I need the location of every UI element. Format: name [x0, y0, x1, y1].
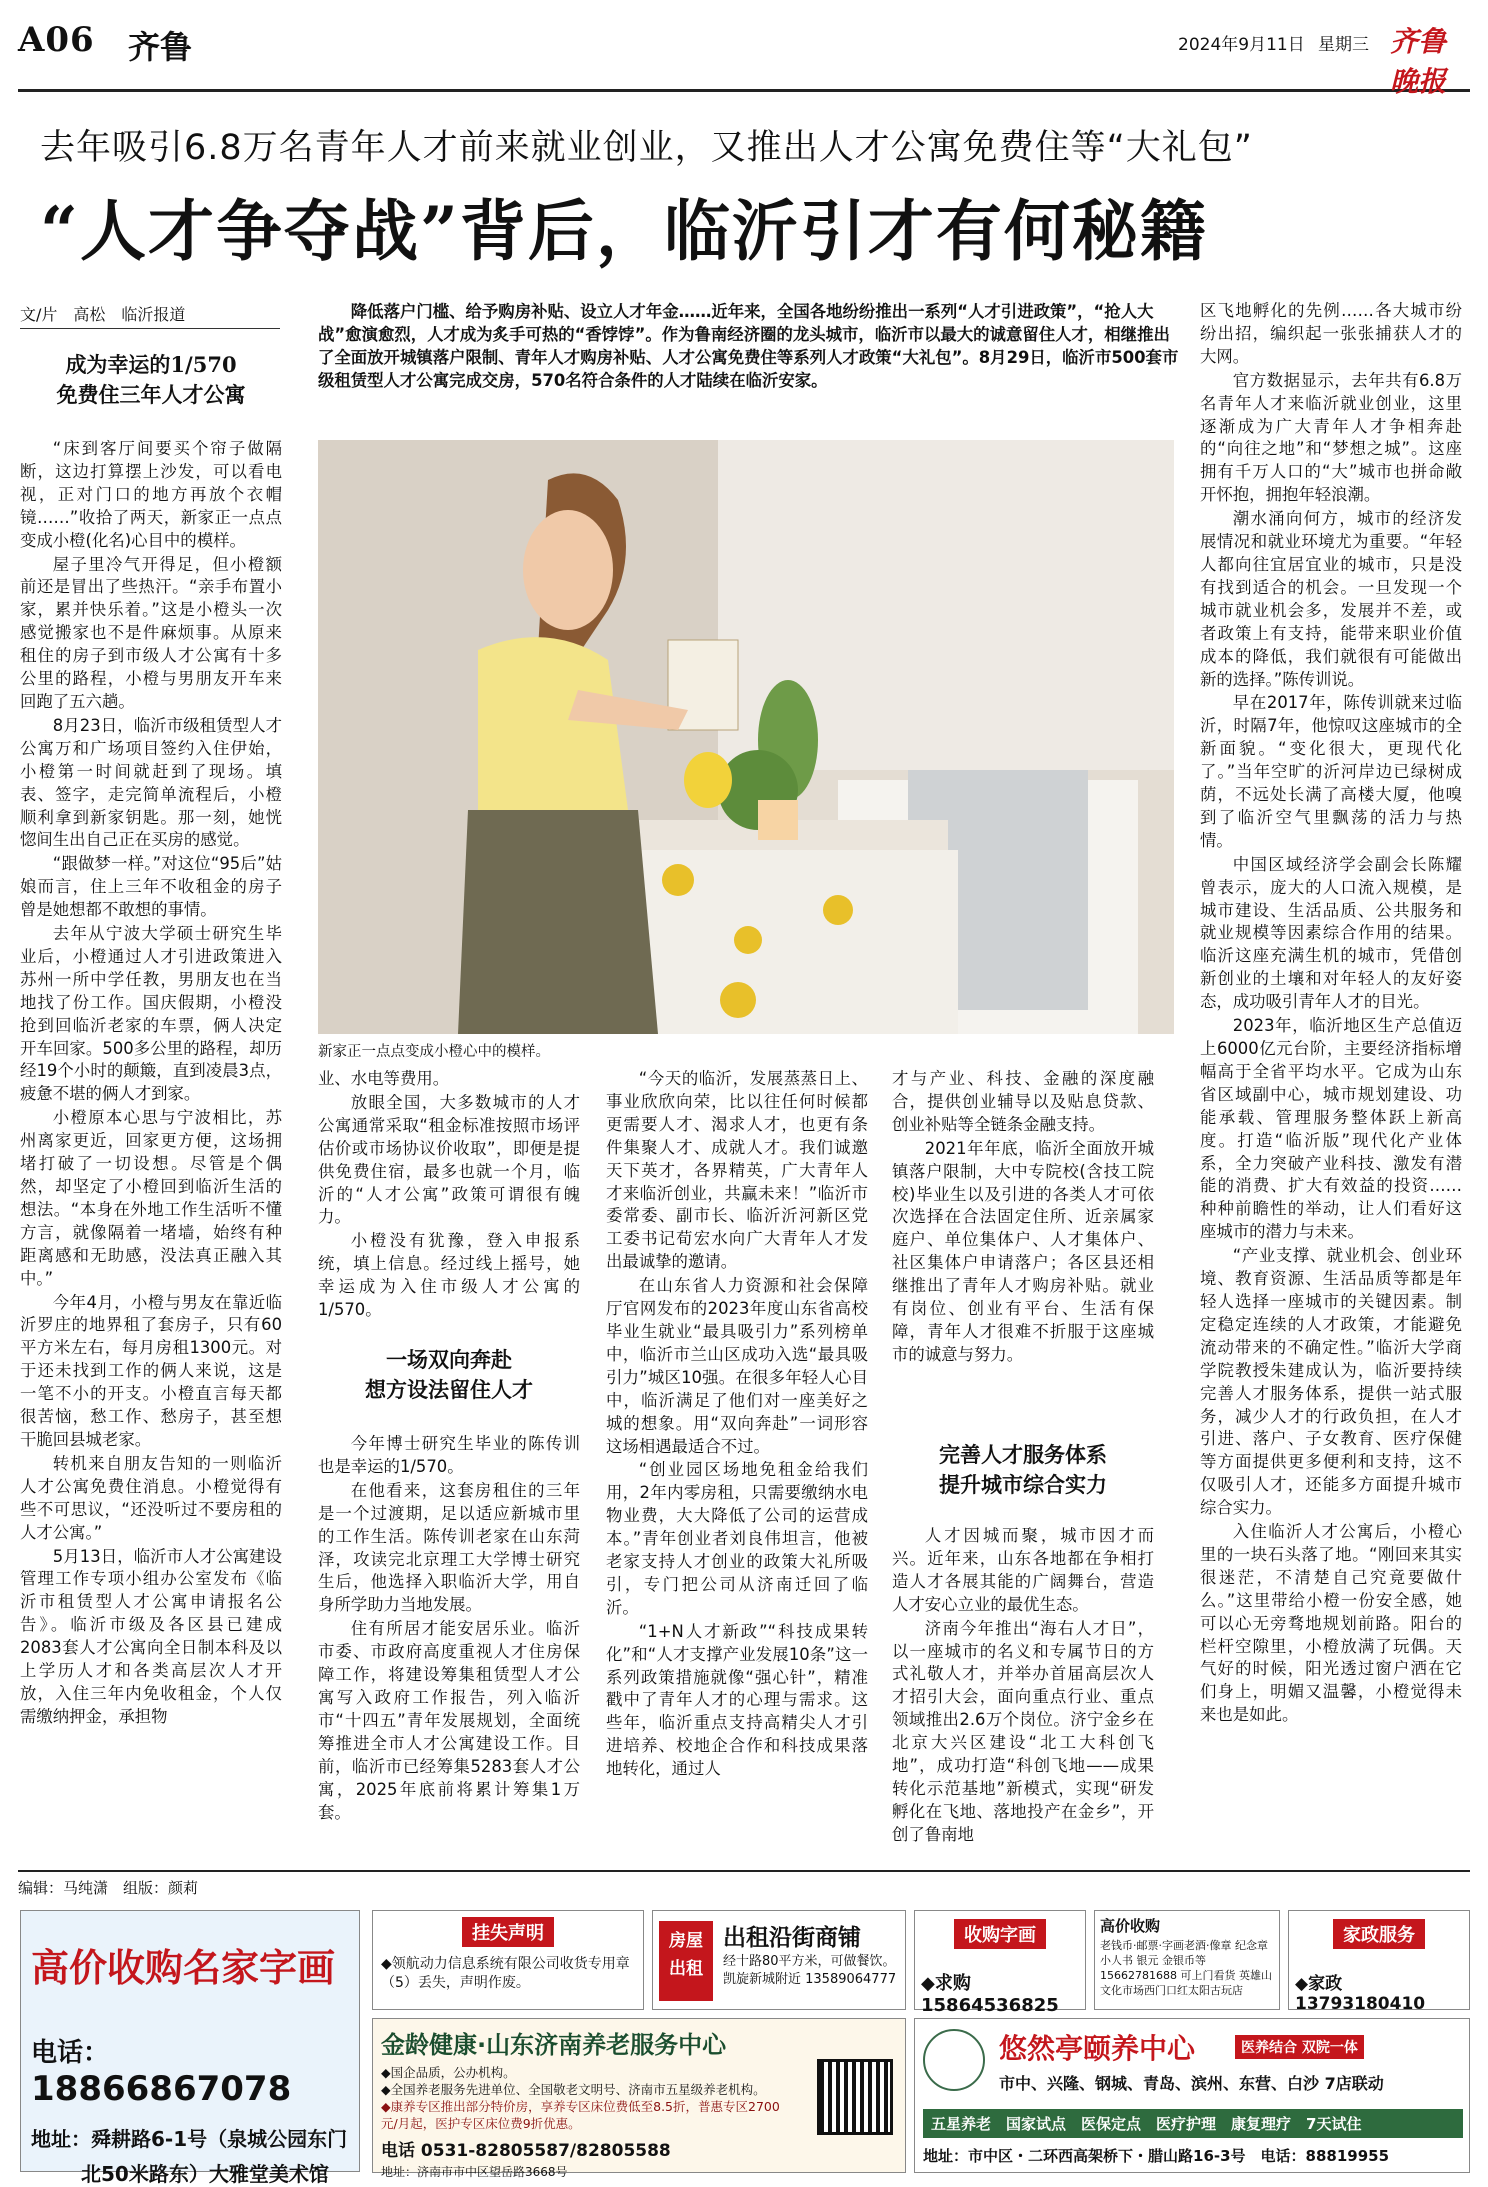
paragraph: 2023年，临沂地区生产总值迈上6000亿元台阶，主要经济指标增幅高于全省平均水平。它成为山东省区域副中心，城市规划建设、功能承载、管理服务整体跃上新高度。打造“临沂版”现代化产业体系，全力突破产业科技、激发有潜能的消费、扩大有效益的投资……种种前瞻性的举动，让人们看好这座城市的潜力与未来。 [1200, 1016, 1462, 1242]
paragraph: 济南今年推出“海右人才日”，以一座城市的名义和专属节日的方式礼敬人才，并举办首届高层次人才招引大会，面向重点行业、重点领域推出2.6万个岗位。济宁金乡在北京大兴区建设“北工大科创飞地”，成功打造“科创飞地——成果转化示范基地”新模式，实现“研发孵化在飞地、落地投产在金乡”，开创了鲁南地 [892, 1618, 1154, 1844]
paragraph: 5月13日，临沂市人才公寓建设管理工作专项小组办公室发布《临沂市租赁型人才公寓申请报名公告》。临沂市级及各区县已建成2083套人才公寓向全日制本科及以上学历人才和各类高层次人才开放，入住三年内免收租金，个人仅需缴纳押金，承担物 [20, 1546, 282, 1726]
paragraph: 住有所居才能安居乐业。临沂市委、市政府高度重视人才住房保障工作，将建设筹集租赁型人才公寓写入政府工作报告，列入临沂市“十四五”青年发展规划，全面统筹推进全市人才公寓建设工作。目前，临沂市已经筹集5283套人才公寓，2025年底前将累计筹集1万套。 [318, 1619, 580, 1822]
paragraph: “今天的临沂，发展蒸蒸日上、事业欣欣向荣，比以往任何时候都更需要人才、渴求人才，也更有条件集聚人才、成就人才。我们诚邀天下英才，各界精英，广大青年人才来临沂创业，共赢未来！”临沂市委常委、副市长、临沂沂河新区党工委书记荀宏水向广大青年人才发出最诚挚的邀请。 [606, 1069, 868, 1272]
subhead-1-line1: 成为幸运的1/570 [65, 352, 237, 377]
paragraph: 在山东省人力资源和社会保障厅官网发布的2023年度山东省高校毕业生就业“最具吸引力”系列榜单中，临沂市兰山区成功入选“最具吸引力”城区10强。在很多年轻人心目中，临沂满足了他们对一座美好之城的想象。用“双向奔赴”一词形容这场相遇最适合不过。 [606, 1276, 868, 1456]
ad-antique-buyer [1094, 1910, 1280, 2010]
subhead-3-line2: 提升城市综合实力 [939, 1472, 1107, 1497]
subhead-3 [892, 1440, 1154, 1520]
ad-calligraphy-buyer [20, 1910, 360, 2186]
ad-elderly-address: 地址：济南市市中区望岳路3668号 [381, 2165, 568, 2179]
column-1 [20, 438, 282, 1858]
paragraph: 入住临沂人才公寓后，小橙心里的一块石头落了地。“刚回来其实很迷茫，不清楚自己究竟要做什么。”这里带给小橙一份安全感，她可以心无旁骛地规划前路。阳台的栏杆空隙里，小橙放满了玩偶。天气好的时候，阳光透过窗户洒在它们身上，明媚又温馨，小橙觉得未来也是如此。 [1200, 1522, 1462, 1725]
paragraph: 2021年年底，临沂全面放开城镇落户限制，大中专院校(含技工院校)毕业生以及引进的各类人才可依次选择在合法固定住所、近亲属家庭户、单位集体户、人才集体户、社区集体户申请落户；各区县还相继推出了青年人才购房补贴。就业有岗位、创业有平台、生活有保障，青年人才很难不折服于这座城市的诚意与努力。 [892, 1138, 1154, 1364]
issue-date: 2024年9月11日 [1178, 35, 1305, 55]
column-5 [1200, 300, 1462, 1858]
subhead-2 [318, 1345, 580, 1425]
ad-calligraphy-wanted-tag: 收购字画 [954, 1919, 1046, 1949]
paragraph: 人才因城而聚，城市因才而兴。近年来，山东各地都在争相打造人才各展其能的广阔舞台，营造人才安心立业的最优生态。 [892, 1526, 1154, 1614]
ad-youranting-badge: 医养结合 双院一体 [1235, 2035, 1364, 2059]
newspaper-logo: 齐鲁晚报 [1390, 25, 1447, 98]
subhead-3-line1: 完善人才服务体系 [939, 1442, 1107, 1467]
section-name: 齐鲁 [128, 28, 193, 66]
paragraph: 放眼全国，大多数城市的人才公寓通常采取“租金标准按照市场评估价或市场协议价收取”，即便是提供免费住宿，最多也就一个月，临沂的“人才公寓”政策可谓很有魄力。 [318, 1092, 580, 1227]
article-kicker: 去年吸引6.8万名青年人才前来就业创业，又推出人才公寓免费住等“大礼包” [40, 128, 1253, 168]
ad-shop-rental [652, 1910, 906, 2010]
ad-housekeeping-text: ◆家政13793180410 [1295, 1974, 1426, 2014]
ad-youranting-title: 悠然亭颐养中心 [999, 2032, 1196, 2065]
ad-youranting-features: 五星养老 国家试点 医保定点 医疗护理 康复理疗 7天试住 [923, 2109, 1463, 2138]
ad-shop-rental-text: 经十路80平方米，可做餐饮。凯旋新城附近 13589064777 [723, 1954, 897, 1987]
paragraph: 屋子里冷气开得足，但小橙额前还是冒出了些热汗。“亲手布置小家，累并快乐着。”这是小橙头一次感觉搬家也不是件麻烦事。从原来租住的房子到市级人才公寓有十多公里的路程，小橙与男朋友开车来回跑了五六趟。 [20, 554, 282, 711]
qr-code-icon [817, 2059, 893, 2135]
page-number: A06 [18, 20, 95, 60]
ad-antique-text: 老钱币·邮票·字画老酒·像章 纪念章 小人书 银元 金银币等15662781688 可上门看货 英雄山文化市场西门口红太阳古玩店 [1100, 1939, 1272, 1997]
ad-calligraphy-title: 高价收购名家字画 [31, 1945, 336, 1990]
ad-housekeeping [1288, 1910, 1470, 2014]
byline: 文/片 高松 临沂报道 [20, 302, 280, 329]
subhead-2-line2: 想方设法留住人才 [365, 1377, 533, 1402]
ad-calligraphy-phone-label: 电话： [31, 2038, 110, 2068]
photo-illustration [318, 440, 1174, 1034]
paragraph: “跟做梦一样。”对这位“95后”姑娘而言，住上三年不收租金的房子曾是她想都不敢想的事情。 [20, 854, 282, 920]
paragraph: 小橙原本心思与宁波相比，苏州离家更近，回家更方便，这场拥堵打破了一切设想。尽管是个偶然，却坚定了小橙回到临沂生活的想法。“本身在外地工作生活听不懂方言，就像隔着一堵墙，始终有种距离感和无助感，没法真正融入其中。” [20, 1108, 282, 1288]
paragraph: 小橙没有犹豫，登入申报系统，填上信息。经过线上摇号，她幸运成为入住市级人才公寓的1/570。 [318, 1231, 580, 1320]
paragraph: “产业支撑、就业机会、创业环境、教育资源、生活品质等都是年轻人选择一座城市的关键因素。制定稳定连续的人才政策，才能避免流动带来的不确定性。”临沂大学商学院教授朱建成认为，临沂要持续完善人才服务体系，提供一站式服务，减少人才的行政负担，在人才引进、落户、子女教育、医疗保健等方面提供更多便利和支持，这不仅吸引人才，还能多方面提升城市综合实力。 [1200, 1246, 1462, 1518]
subhead-1-line2: 免费住三年人才公寓 [56, 382, 246, 407]
paragraph: 转机来自朋友告知的一则临沂人才公寓免费住消息。小橙觉得有些不可思议，“还没听过不要房租的人才公寓。” [20, 1453, 282, 1542]
paragraph: 才与产业、科技、金融的深度融合，提供创业辅导以及贴息贷款、创业补贴等全链条金融支持。 [892, 1069, 1154, 1134]
photo-caption: 新家正一点点变成小橙心中的模样。 [318, 1044, 550, 1060]
paragraph: 早在2017年，陈传训就来过临沂，时隔7年，他惊叹这座城市的全新面貌。“变化很大，更现代化了。”当年空旷的沂河岸边已绿树成荫，不远处长满了高楼大厦，他嗅到了临沂空气里飘荡的活力与热情。 [1200, 693, 1462, 850]
ad-loss-notice-tag: 挂失声明 [462, 1917, 554, 1947]
paragraph: “创业园区场地免租金给我们用，2年内零房租，只需要缴纳水电物业费，大大降低了公司的运营成本。”青年创业者刘良伟坦言，他被老家支持人才创业的政策大礼所吸引，专门把公司从济南迁回了临沂。 [606, 1460, 868, 1617]
ad-youranting-cities: 市中、兴隆、钢城、青岛、滨州、东营、白沙 7店联动 [999, 2074, 1384, 2093]
page-credits: 编辑：马纯潇 组版：颜莉 [18, 1870, 1470, 1900]
ad-shop-rental-title: 出租沿街商铺 [723, 1925, 861, 1951]
article-lead: 降低落户门槛、给予购房补贴、设立人才年金……近年来，全国各地纷纷推出一系列“人才引进政策”，“抢人大战”愈演愈烈，人才成为炙手可热的“香饽饽”。作为鲁南经济圈的龙头城市，临沂市以最大的诚意留住人才，相继推出了全面放开城镇落户限制、青年人才购房补贴、人才公寓免费住等系列人才政策“大礼包”。8月29日，临沂市500套市级租赁型人才公寓完成交房，570名符合条件的人才陆续在临沂安家。 [318, 302, 1179, 390]
paragraph: “床到客厅间要买个帘子做隔断，这边打算摆上沙发，可以看电视，正对门口的地方再放个衣帽镜……”收拾了两天，新家正一点点变成小橙(化名)心目中的模样。 [20, 439, 282, 550]
ad-loss-notice-text: ◆领航动力信息系统有限公司收货专用章（5）丢失，声明作废。 [381, 1956, 630, 1991]
ad-loss-notice [372, 1910, 644, 2010]
care-center-logo-icon [923, 2029, 985, 2091]
ad-calligraphy-wanted-text: ◆求购15864536825 [921, 1973, 1059, 2016]
paragraph: 今年博士研究生毕业的陈传训也是幸运的1/570。 [318, 1434, 580, 1476]
ad-shop-rental-tag: 房屋出租 [659, 1921, 713, 2001]
article-headline: “人才争夺战”背后，临沂引才有何秘籍 [40, 192, 1208, 270]
column-3 [606, 1068, 868, 1858]
ad-elderly-title: 金龄健康·山东济南养老服务中心 [381, 2031, 727, 2059]
subhead-2-line1: 一场双向奔赴 [386, 1347, 512, 1372]
paragraph: 8月23日，临沂市级租赁型人才公寓万和广场项目签约入住伊始，小橙第一时间就赶到了现场。填表、签字，走完简单流程后，小橙顺利拿到新家钥匙。那一刻，她恍惚间生出自己正在买房的感觉。 [20, 715, 282, 850]
paragraph: 去年从宁波大学硕士研究生毕业后，小橙通过人才引进政策进入苏州一所中学任教，男朋友也在当地找了份工作。国庆假期，小橙没抢到回临沂老家的车票，俩人决定开车回家。500多公里的路程，却历经19个小时的颠簸，直到凌晨3点，疲惫不堪的俩人才到家。 [20, 924, 282, 1104]
paragraph: 官方数据显示，去年共有6.8万名青年人才来临沂就业创业，这里逐渐成为广大青年人才争相奔赴的“向往之地”和“梦想之城”。这座拥有千万人口的“大”城市也拼命敞开怀抱，拥抱年轻浪潮。 [1200, 370, 1462, 505]
issue-weekday: 星期三 [1318, 35, 1369, 55]
paragraph: 在他看来，这套房租住的三年是一个过渡期，足以适应新城市里的工作生活。陈传训老家在山东菏泽，攻读完北京理工大学博士研究生后，他选择入职临沂大学，用自身所学助力当地发展。 [318, 1480, 580, 1615]
paragraph: 潮水涌向何方，城市的经济发展情况和就业环境尤为重要。“年轻人都向往宜居宜业的城市，只是没有找到适合的机会。一旦发现一个城市就业机会多，发展并不差，或者政策上有支持，能带来职业价值成本的降低，我们就很有可能做出新的选择。”陈传训说。 [1200, 509, 1462, 689]
ad-calligraphy-wanted [914, 1910, 1086, 2016]
paragraph: 业、水电等费用。 [318, 1069, 450, 1088]
ad-housekeeping-tag: 家政服务 [1333, 1919, 1425, 1949]
ad-calligraphy-address-1: 地址：舜耕路6-1号（泉城公园东门 [31, 2127, 348, 2151]
column-2-top [318, 1068, 580, 1318]
ad-elderly-line3: ◆康养专区推出部分特价房，享养专区床位费低至8.5折，普惠专区2700元/月起，医护专区床位费9折优惠。 [381, 2099, 780, 2131]
paragraph: 今年4月，小橙与男友在靠近临沂罗庄的地界租了套房子，只有60平方米左右，每月房租1300元。对于还未找到工作的俩人来说，这是一笔不小的开支。小橙直言每天都很苦恼，愁工作、愁房子，甚至想干脆回县城老家。 [20, 1292, 282, 1449]
column-4-top [892, 1068, 1154, 1428]
paragraph: 中国区域经济学会副会长陈耀曾表示，庞大的人口流入规模，是城市建设、生活品质、公共服务和就业规模等因素综合作用的结果。临沂这座充满生机的城市，凭借创新创业的土壤和对年轻人的友好姿态，成功吸引青年人才的目光。 [1200, 854, 1462, 1012]
paragraph: “1+N人才新政”“科技成果转化”和“人才支撑产业发展10条”这一系列政策措施就像“强心针”，精准戳中了青年人才的心理与需求。这些年，临沂重点支持高精尖人才引进培养、校地企合作和科技成果落地转化，通过人 [606, 1621, 868, 1779]
article-photo [318, 440, 1174, 1034]
ad-elderly-care-center [372, 2018, 906, 2179]
ad-youranting-address: 地址：市中区・二环西高架桥下・腊山路16-3号 电话：88819955 [923, 2147, 1390, 2165]
column-4-bottom [892, 1525, 1154, 1858]
ad-calligraphy-phone: 18866867078 [31, 2069, 292, 2109]
ad-elderly-phone: 电话 0531-82805587/82805588 [381, 2141, 671, 2161]
page-header [18, 14, 1470, 98]
subhead-1 [20, 350, 282, 430]
paragraph: 区飞地孵化的先例……各大城市纷纷出招，编织起一张张捕获人才的大网。 [1200, 301, 1462, 366]
ad-elderly-line1: ◆国企品质，公办机构。 [381, 2065, 516, 2080]
ad-elderly-line2: ◆全国养老服务先进单位、全国敬老文明号、济南市五星级养老机构。 [381, 2082, 766, 2097]
ad-antique-title: 高价收购 [1100, 1917, 1161, 1935]
ad-youranting-care [914, 2018, 1470, 2173]
ad-calligraphy-address-2: 北50米路东）大雅堂美术馆 [81, 2162, 329, 2186]
column-2-bottom [318, 1433, 580, 1858]
